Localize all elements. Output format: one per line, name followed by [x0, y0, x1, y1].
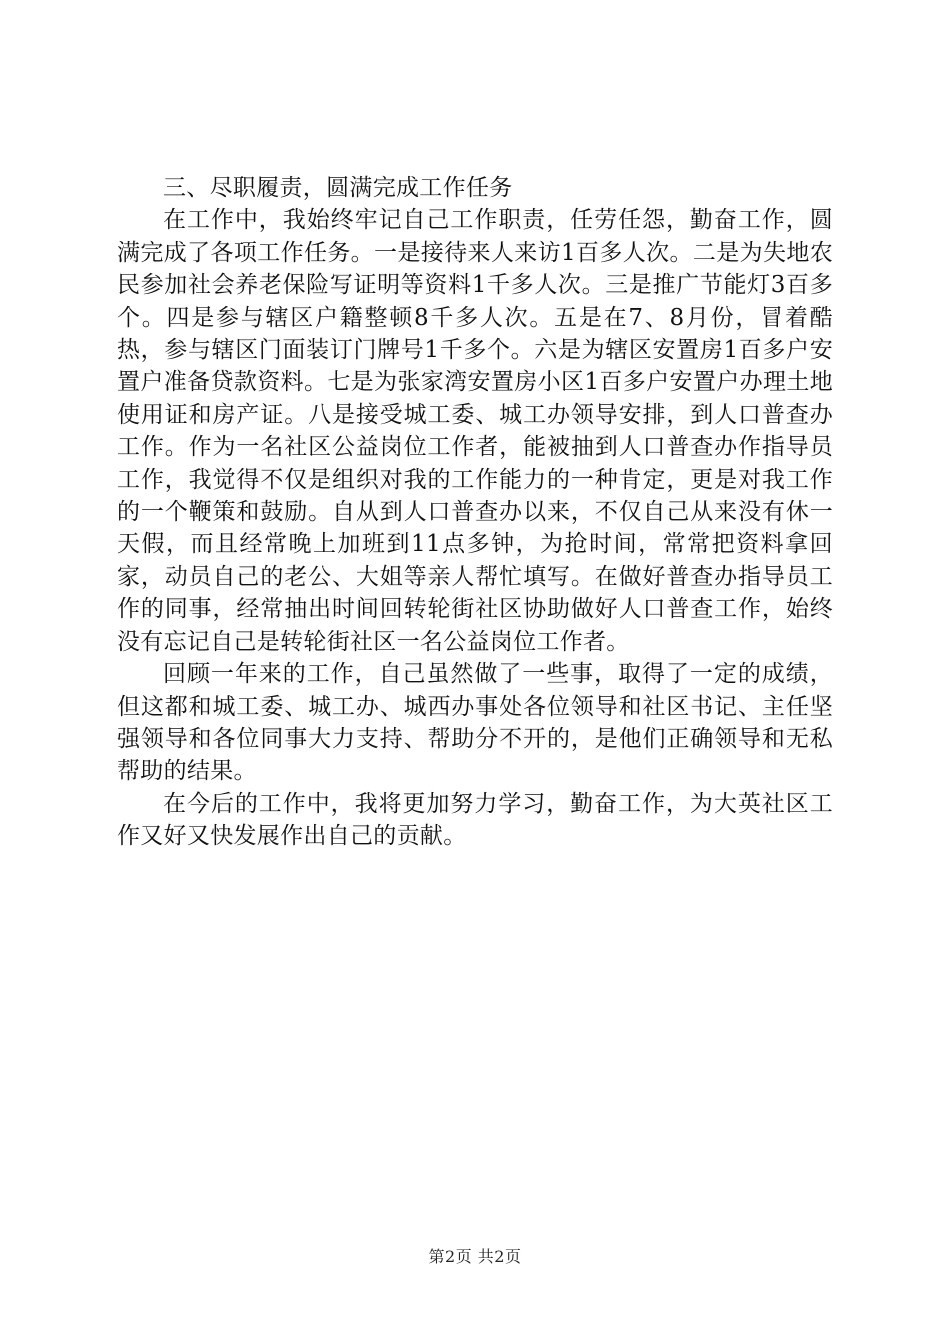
paragraph-work-tasks: 在工作中，我始终牢记自己工作职责，任劳任怨，勤奋工作，圆满完成了各项工作任务。一是接待来人来访1百多人次。二是为失地农民参加社会养老保险写证明等资料1千多人次。三是推广节能灯3百多个。四是参与辖区户籍整顿8千多人次。五是在7、8月份，冒着酷热，参与辖区门面装订门牌号1千多个。六是为辖区安置房1百多户安置户准备贷款资料。七是为张家湾安置房小区1百多户安置户办理土地使用证和房产证。八是接受城工委、城工办领导安排，到人口普查办工作。作为一名社区公益岗位工作者，能被抽到人口普查办作指导员工作，我觉得不仅是组织对我的工作能力的一种肯定，更是对我工作的一个鞭策和鼓励。自从到人口普查办以来，不仅自己从来没有休一天假，而且经常晚上加班到11点多钟，为抢时间，常常把资料拿回家，动员自己的老公、大姐等亲人帮忙填写。在做好普查办指导员工作的同事，经常抽出时间回转轮街社区协助做好人口普查工作，始终没有忘记自己是转轮街社区一名公益岗位工作者。	[117, 207, 833, 655]
section-heading: 三、尽职履责，圆满完成工作任务	[163, 175, 513, 201]
paragraph-review: 回顾一年来的工作，自己虽然做了一些事，取得了一定的成绩，但这都和城工委、城工办、城西办事处各位领导和社区书记、主任坚强领导和各位同事大力支持、帮助分不开的，是他们正确领导和无私帮助的结果。	[117, 661, 833, 785]
page-footer: 第2页 共2页	[428, 1247, 522, 1266]
paragraph-future: 在今后的工作中，我将更加努力学习，勤奋工作，为大英社区工作又好又快发展作出自己的贡献。	[117, 790, 833, 850]
document-body	[117, 172, 833, 853]
